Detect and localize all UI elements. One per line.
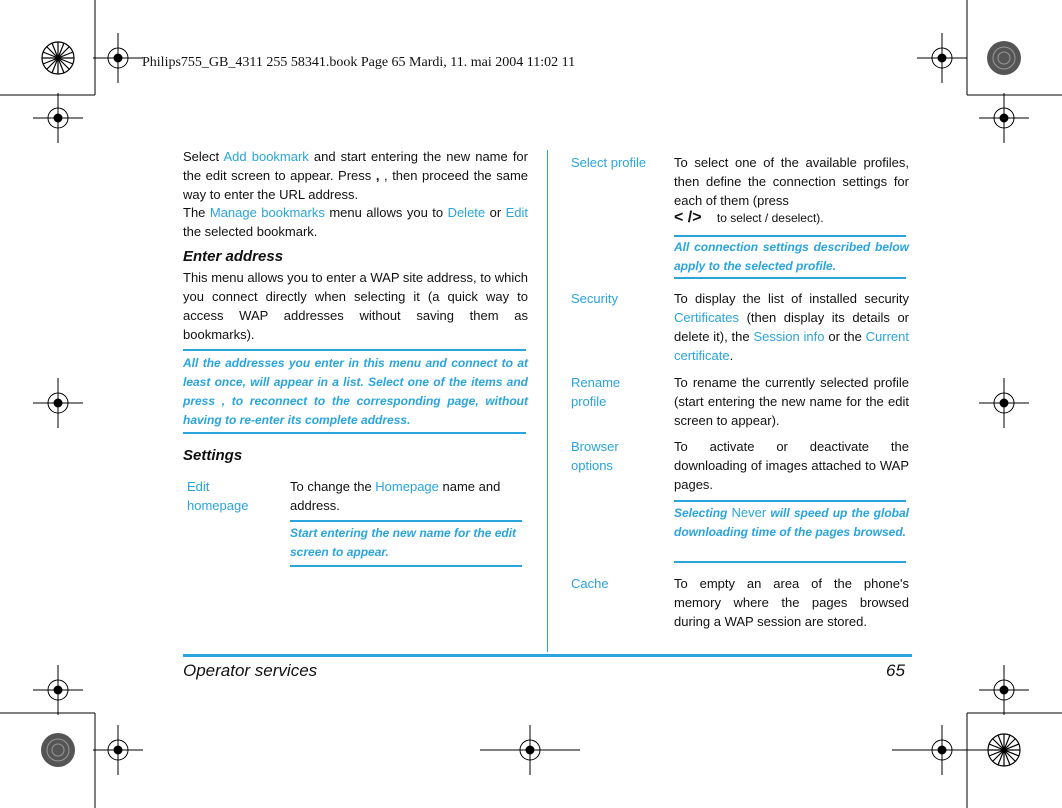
note-rule-top [674,235,906,237]
select-profile-desc: To select one of the available profiles, then define the connection settings for each of them (press [674,155,909,208]
browser-options-note: Selecting Never will speed up the global downloading time of the pages browsed. [674,505,909,539]
current-certificate-link: Current certificate [674,329,909,363]
footer-rule [183,654,912,657]
enter-address-heading: Enter address [183,248,284,265]
session-info-link: Session info [753,329,825,344]
note-rule-bottom [183,432,526,434]
edit-link: Edit [505,205,528,220]
edit-homepage-label: Edit homepage [187,479,249,513]
select-profile-label: Select profile [571,155,647,170]
ok-key-icon: , [221,394,226,408]
security-desc: To display the list of installed security Certificates (then display its details or delete it), the Session info or the Current certificate. [674,291,909,363]
note-rule-top [183,349,526,351]
footer-section-title: Operator services [183,661,318,680]
cache-label: Cache [571,576,609,591]
settings-heading: Settings [183,447,243,464]
edit-homepage-note: Start entering the new name for the edit screen to appear. [290,526,517,559]
note-rule-top [290,520,522,522]
browser-options-label: Browser options [571,439,619,473]
browser-options-desc: To activate or deactivate the downloading of images attached to WAP pages. [674,439,909,492]
print-slug: Philips755_GB_4311 255 58341.book Page 65 Mardi, 11. mai 2004 11:02 11 [142,55,576,70]
addresses-note: All the addresses you enter in this menu and connect to at least once, will appear in a list. Select one of the items and press , to reconnect to the corresponding page, without having to re-enter its complete address. [183,356,529,427]
edit-homepage-desc: To change the Homepage name and address. [290,479,501,513]
select-profile-keys-line: < /> to select / deselect). [674,209,824,226]
security-label: Security [571,291,618,306]
rename-profile-label: Rename profile [571,375,621,409]
note-rule-bottom [674,277,906,279]
rename-profile-desc: To rename the currently selected profile (start entering the new name for the edit screen to appear). [674,375,909,428]
enter-address-paragraph: This menu allows you to enter a WAP site address, to which you connect directly when selecting it (a quick way to access WAP addresses without saving them as bookmarks). [183,270,528,342]
select-profile-note: All connection settings described below apply to the selected profile. [674,240,909,273]
manage-bookmarks-link: Manage bookmarks [209,205,325,220]
ok-key-icon: , [375,168,380,183]
cache-desc: To empty an area of the phone's memory where the pages browsed during a WAP session are stored. [674,576,909,629]
never-link: Never [731,505,767,520]
delete-link: Delete [447,205,486,220]
column-divider [547,150,548,652]
page-number: 65 [886,661,905,680]
left-right-keys-icon: < /> [674,209,702,226]
add-bookmark-link: Add bookmark [223,149,309,164]
note-rule-bottom [290,565,522,567]
manage-bookmarks-paragraph: The Manage bookmarks menu allows you to Delete or Edit the selected bookmark. [183,205,528,239]
note-rule-top [674,500,906,502]
note-rule-bottom [674,561,906,563]
certificates-link: Certificates [674,310,740,325]
homepage-link: Homepage [375,479,439,494]
add-bookmark-paragraph: Select Add bookmark and start entering the new name for the edit screen to appear. Press , , then proceed the same way to enter the URL address. [183,149,529,202]
